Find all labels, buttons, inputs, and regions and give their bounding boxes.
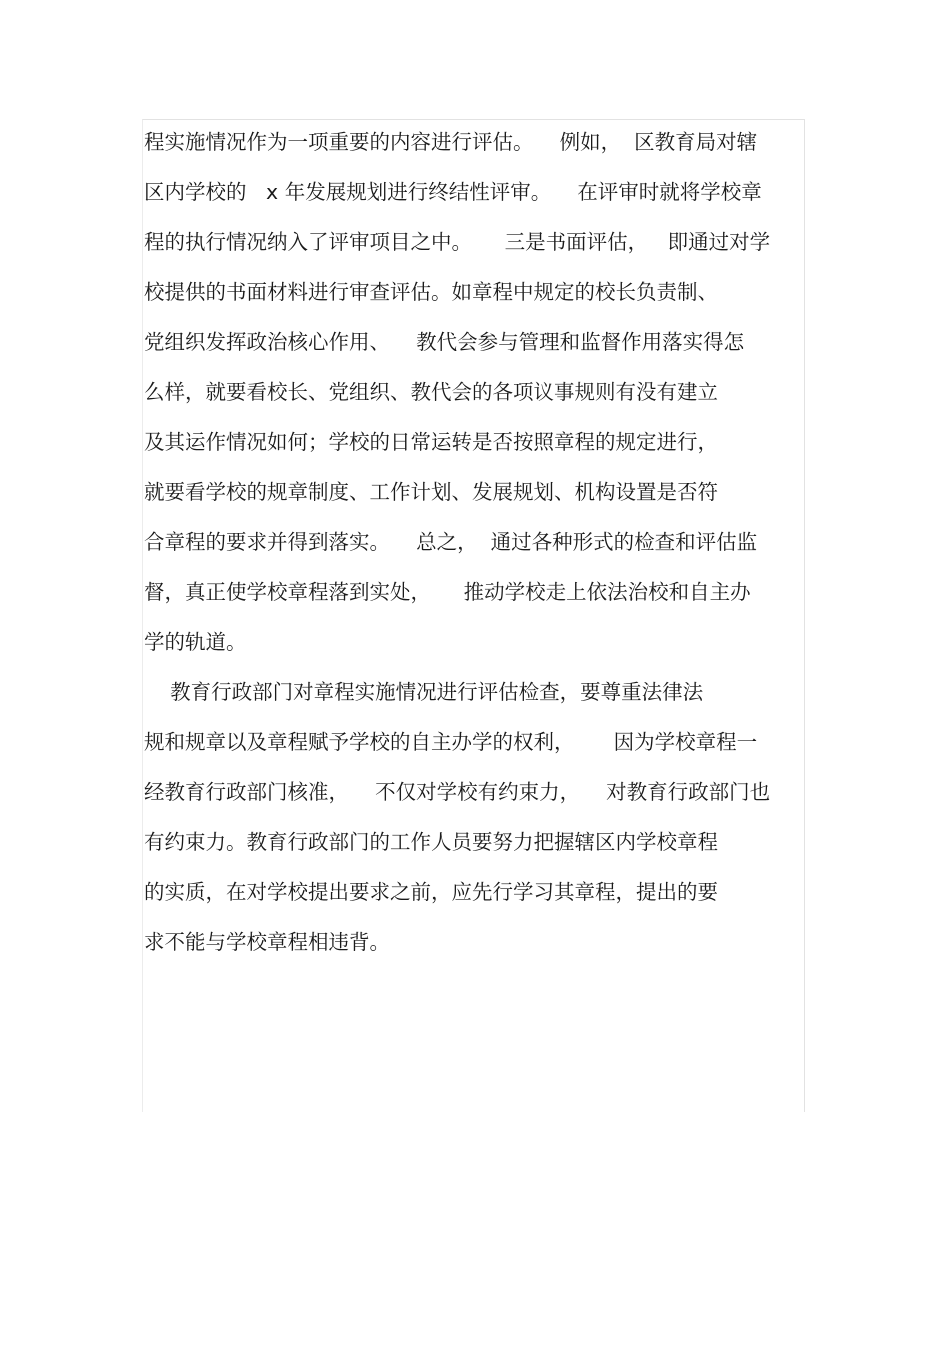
text-line: 程的执行情况纳入了评审项目之中。 三是书面评估， 即通过对学 bbox=[144, 230, 771, 254]
text-line: 经教育行政部门核准， 不仅对学校有约束力， 对教育行政部门也 bbox=[144, 780, 771, 804]
text-line: 就要看学校的规章制度、工作计划、发展规划、机构设置是否符 bbox=[144, 480, 718, 504]
text-line: 区内学校的 x 年发展规划进行终结性评审。 在评审时就将学校章 bbox=[144, 180, 762, 204]
text-line: 教育行政部门对章程实施情况进行评估检查，要尊重法律法 bbox=[144, 680, 704, 704]
text-line: 规和规章以及章程赋予学校的自主办学的权利， 因为学校章程一 bbox=[144, 730, 758, 754]
text-line: 党组织发挥政治核心作用、 教代会参与管理和监督作用落实得怎 bbox=[144, 330, 745, 354]
page-frame bbox=[142, 119, 805, 1112]
text-line: 程实施情况作为一项重要的内容进行评估。 例如， 区教育局对辖 bbox=[144, 130, 758, 154]
text-line: 求不能与学校章程相违背。 bbox=[144, 930, 390, 954]
text-line: 校提供的书面材料进行审查评估。如章程中规定的校长负责制、 bbox=[144, 280, 718, 304]
text-line: 么样，就要看校长、党组织、教代会的各项议事规则有没有建立 bbox=[144, 380, 718, 404]
text-line: 及其运作情况如何；学校的日常运转是否按照章程的规定进行， bbox=[144, 430, 718, 454]
text-line: 学的轨道。 bbox=[144, 630, 247, 654]
text-line: 有约束力。教育行政部门的工作人员要努力把握辖区内学校章程 bbox=[144, 830, 718, 854]
text-line: 督，真正使学校章程落到实处， 推动学校走上依法治校和自主办 bbox=[144, 580, 751, 604]
text-line: 合章程的要求并得到落实。 总之， 通过各种形式的检查和评估监 bbox=[144, 530, 758, 554]
text-line: 的实质，在对学校提出要求之前，应先行学习其章程，提出的要 bbox=[144, 880, 718, 904]
